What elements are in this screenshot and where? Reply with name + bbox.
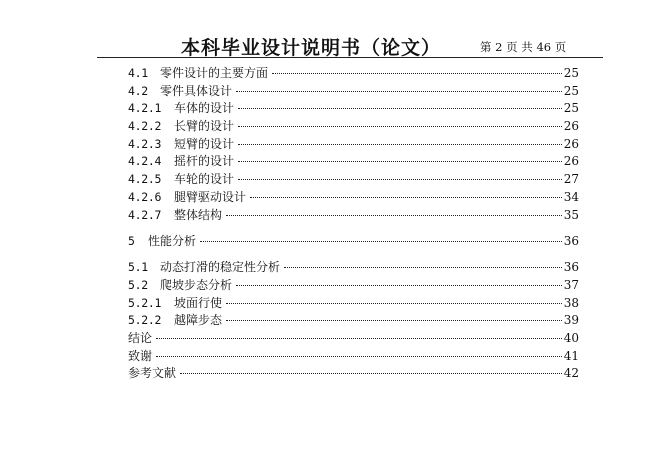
dot-leader: [156, 356, 562, 357]
dot-leader: [200, 241, 562, 242]
toc-page: 26: [563, 136, 579, 151]
toc-title: 摇杆的设计: [174, 154, 235, 169]
dot-leader: [238, 161, 562, 162]
document-title: 本科毕业设计说明书（论文）: [181, 37, 442, 59]
dot-leader: [250, 197, 562, 198]
page-number-info: 第 2 页 共 46 页: [480, 40, 567, 54]
dot-leader: [226, 303, 562, 304]
toc-page: 40: [563, 331, 579, 345]
toc-number: 5: [128, 233, 135, 248]
toc-title: 车体的设计: [174, 101, 235, 116]
page-header: [0, 30, 663, 58]
toc-page: 34: [563, 189, 579, 204]
toc-title: 整体结构: [174, 207, 223, 222]
toc-number: 4.2.5: [128, 172, 162, 187]
toc-entry[interactable]: [128, 311, 579, 329]
toc-entry[interactable]: [128, 258, 579, 276]
dot-leader: [238, 108, 562, 109]
toc-entry[interactable]: [128, 170, 579, 188]
dot-leader: [226, 215, 562, 216]
toc-number: 4.2: [128, 83, 148, 98]
toc-entry[interactable]: [128, 294, 579, 312]
dot-leader: [236, 91, 562, 92]
toc-title: 短臂的设计: [174, 136, 235, 151]
toc-entry[interactable]: [128, 99, 579, 117]
toc-number: 5.1: [128, 260, 148, 275]
toc-page: 41: [563, 348, 579, 363]
toc-title: 零件具体设计: [160, 83, 233, 98]
toc-page: 42: [563, 366, 579, 381]
dot-leader: [236, 285, 562, 286]
toc-page: 38: [563, 295, 579, 310]
toc-page: 26: [563, 154, 579, 169]
toc-page: 37: [563, 277, 579, 292]
toc-page: 39: [563, 313, 579, 328]
toc-page: 25: [563, 101, 579, 116]
toc-title: 坡面行使: [174, 295, 223, 310]
dot-leader: [238, 179, 562, 180]
toc-title: 越障步态: [174, 313, 223, 328]
toc-number: 5.2.2: [128, 313, 162, 328]
toc-title: 致谢: [128, 348, 153, 363]
toc-number: 4.2.1: [128, 101, 162, 116]
toc-number: 5.2.1: [128, 295, 162, 310]
toc-entry[interactable]: [128, 276, 579, 294]
toc-title: 车轮的设计: [174, 172, 235, 187]
toc-entry[interactable]: [128, 347, 579, 365]
toc-page: 36: [563, 260, 579, 275]
dot-leader: [156, 338, 562, 339]
toc-page: 35: [563, 207, 579, 222]
toc-number: 4.1: [128, 66, 148, 80]
toc-number: 4.2.3: [128, 136, 162, 151]
toc-entry[interactable]: [128, 206, 579, 224]
toc-page: 26: [563, 119, 579, 134]
toc-entry[interactable]: [128, 232, 579, 250]
dot-leader: [238, 144, 562, 145]
toc-entry[interactable]: [128, 329, 579, 347]
toc-number: 5.2: [128, 277, 148, 292]
toc-entry[interactable]: [128, 364, 579, 382]
toc-number: 4.2.4: [128, 154, 162, 169]
dot-leader: [284, 267, 562, 268]
toc-page: 36: [563, 233, 579, 248]
toc-title: 零件设计的主要方面: [160, 66, 269, 80]
toc-title: 腿臂驱动设计: [174, 189, 247, 204]
dot-leader: [272, 73, 562, 74]
toc-entry[interactable]: [128, 64, 579, 82]
toc-number: 4.2.2: [128, 119, 162, 134]
toc-title: 参考文献: [128, 366, 177, 381]
dot-leader: [180, 373, 562, 374]
toc-title: 动态打滑的稳定性分析: [160, 260, 281, 275]
toc-entry[interactable]: [128, 82, 579, 100]
toc-title: 爬坡步态分析: [160, 277, 233, 292]
toc-number: 4.2.6: [128, 189, 162, 204]
toc-entry[interactable]: [128, 152, 579, 170]
toc-page: 25: [563, 83, 579, 98]
dot-leader: [238, 126, 562, 127]
toc-title: 性能分析: [148, 233, 197, 248]
toc-entry[interactable]: [128, 117, 579, 135]
toc-entry[interactable]: [128, 188, 579, 206]
toc-page: 25: [563, 66, 579, 80]
header-divider: [97, 57, 603, 58]
toc-entry[interactable]: [128, 135, 579, 153]
toc-title: 长臂的设计: [174, 119, 235, 134]
table-of-contents: [128, 64, 579, 382]
toc-number: 4.2.7: [128, 207, 162, 222]
toc-page: 27: [563, 172, 579, 187]
toc-title: 结论: [128, 331, 153, 345]
dot-leader: [226, 320, 562, 321]
